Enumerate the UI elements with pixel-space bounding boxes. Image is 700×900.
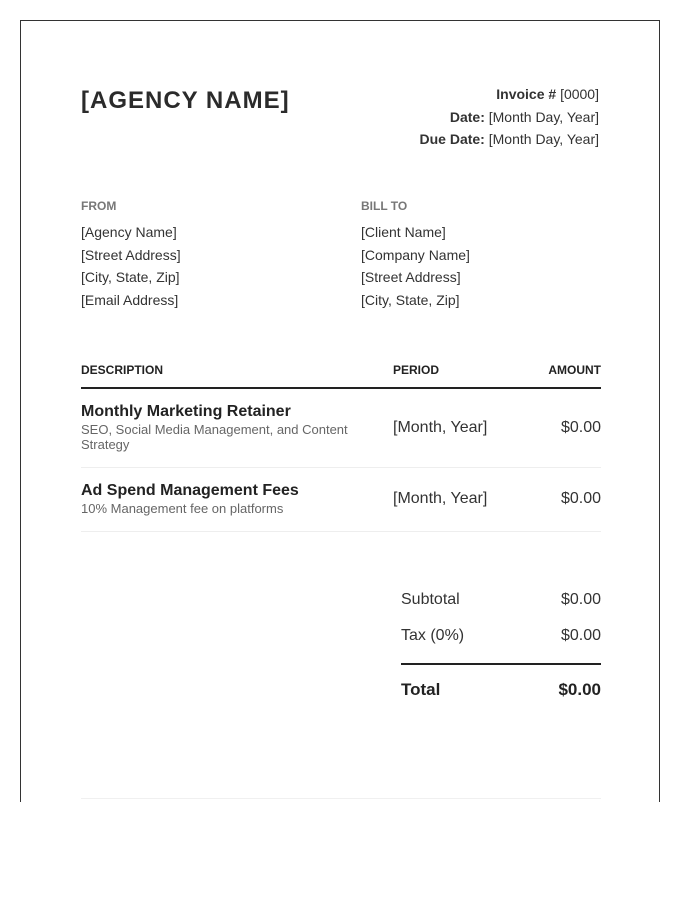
item-amount: $0.00	[560, 490, 601, 507]
invoice-date-line	[420, 106, 600, 129]
item-name: Monthly Marketing Retainer	[81, 403, 291, 420]
item-period: [Month, Year]	[393, 490, 488, 507]
table-row	[81, 468, 601, 532]
item-period: [Month, Year]	[393, 419, 488, 436]
from-label: FROM	[81, 199, 117, 213]
item-amount: $0.00	[560, 419, 601, 436]
bill-to-city-state-zip: [City, State, Zip]	[361, 291, 460, 308]
tax-value: $0.00	[560, 627, 601, 644]
total-value: $0.00	[558, 680, 601, 699]
from-block	[81, 199, 181, 311]
total-row	[401, 665, 601, 705]
due-date-value: [Month Day, Year]	[488, 131, 599, 147]
invoice-page	[20, 20, 660, 802]
due-date-label: Due Date:	[419, 131, 485, 147]
invoice-meta	[420, 83, 600, 151]
item-detail: SEO, Social Media Management, and Content Strategy	[81, 422, 348, 452]
due-date-line	[420, 128, 600, 151]
from-city-state-zip: [City, State, Zip]	[81, 269, 180, 285]
invoice-number-line	[420, 83, 600, 106]
footer-divider	[81, 798, 601, 799]
invoice-number-label: Invoice #	[496, 86, 557, 102]
bill-to-company-name: [Company Name]	[361, 246, 470, 263]
bill-to-street-address: [Street Address]	[361, 269, 461, 285]
line-items-table	[81, 359, 601, 532]
period-column-header: PERIOD	[393, 363, 440, 377]
tax-label: Tax (0%)	[401, 627, 465, 644]
subtotal-row	[401, 591, 601, 627]
agency-name-title: [AGENCY NAME]	[81, 87, 290, 114]
total-label: Total	[401, 680, 441, 699]
item-name: Ad Spend Management Fees	[81, 482, 299, 499]
item-detail: 10% Management fee on platforms	[81, 501, 284, 516]
subtotal-value: $0.00	[560, 591, 601, 608]
bill-to-block	[361, 199, 470, 311]
totals-block	[401, 591, 601, 705]
description-column-header: DESCRIPTION	[81, 363, 164, 377]
from-street-address: [Street Address]	[81, 246, 181, 263]
amount-column-header: AMOUNT	[548, 363, 601, 377]
bill-to-label: BILL TO	[361, 199, 408, 213]
table-row	[81, 389, 601, 468]
from-agency-name: [Agency Name]	[81, 224, 177, 240]
invoice-date-label: Date:	[449, 108, 485, 125]
tax-row	[401, 627, 601, 663]
table-header	[81, 359, 601, 389]
bill-to-client-name: [Client Name]	[361, 224, 446, 240]
from-email-address: [Email Address]	[81, 291, 179, 308]
subtotal-label: Subtotal	[401, 591, 460, 608]
invoice-number-value: [0000]	[560, 86, 599, 102]
invoice-date-value: [Month Day, Year]	[488, 108, 599, 125]
